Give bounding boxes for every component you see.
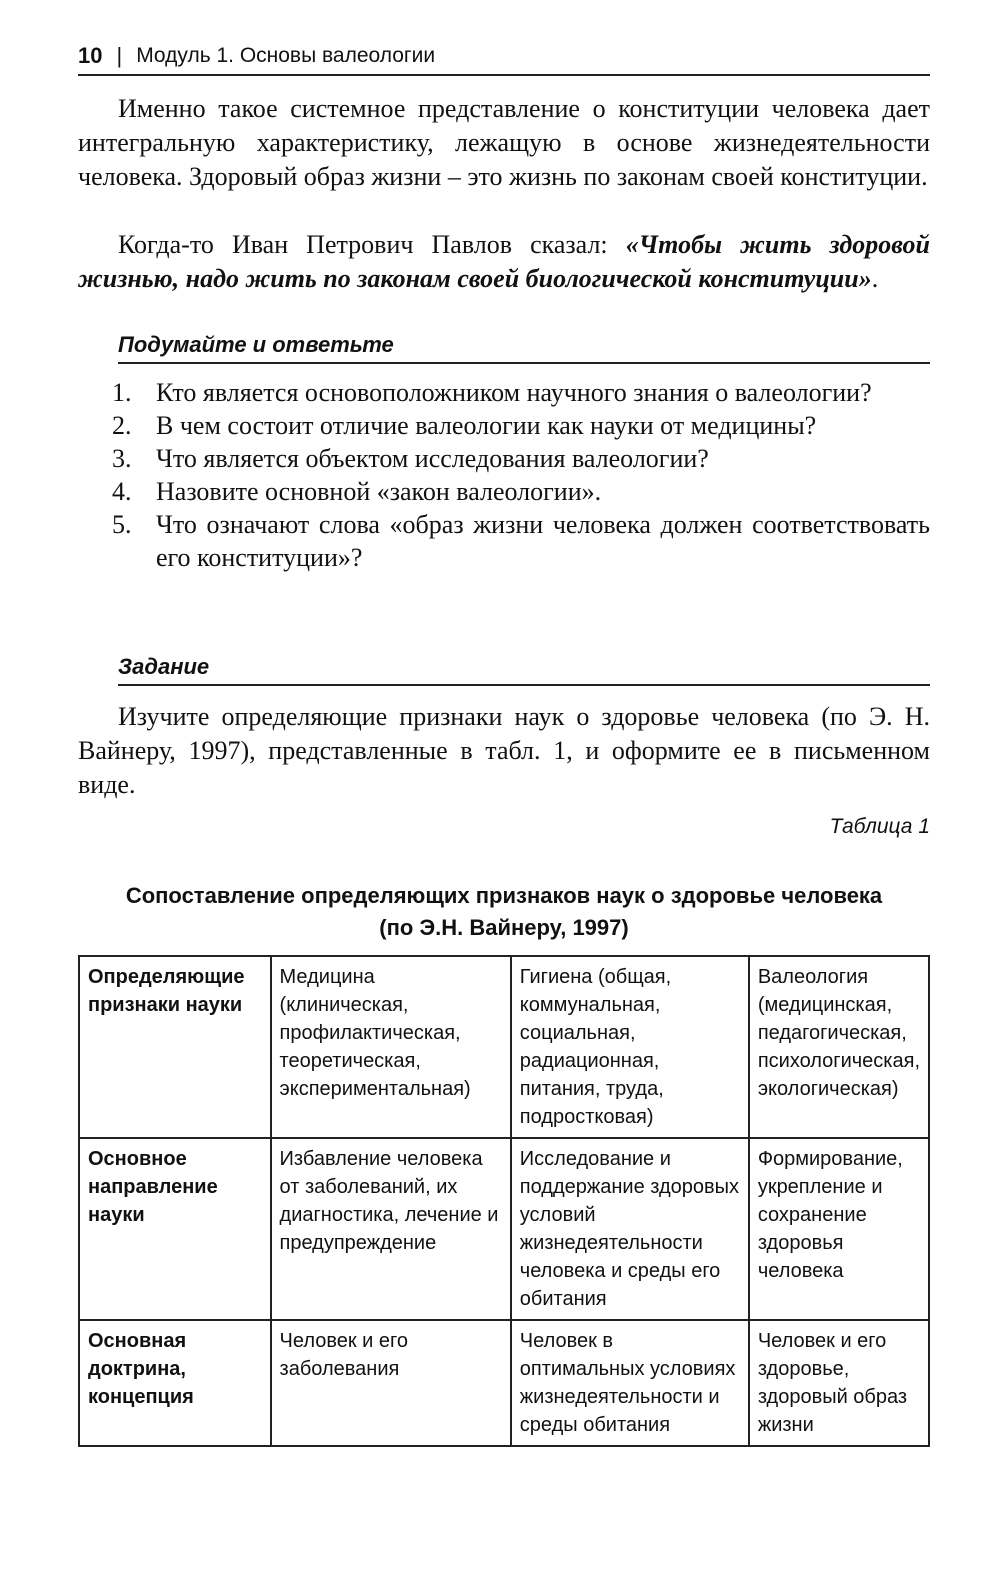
intro-quote-end: . [871, 264, 879, 293]
question-text: Что означают слова «образ жизни человека должен соответствовать его конституции»? [156, 510, 930, 572]
intro-paragraph-1-text: Именно такое системное представление о конституции человека дает интегральную характеристику, лежащую в основе жизнедеятельности человека. Здоровый образ жизни – это жизнь по законам своей конституции. [78, 94, 930, 191]
question-text: Что является объектом исследования валеологии? [156, 444, 709, 473]
task-paragraph [78, 700, 930, 802]
list-item [112, 376, 930, 409]
table-cell: Гигиена (общая, коммунальная, социальная, радиационная, питания, труда, подростковая) [511, 956, 749, 1138]
question-text: Назовите основной «закон валеологии». [156, 477, 602, 506]
table-cell: Человек и его здоровье, здоровый образ жизни [749, 1320, 929, 1446]
row-header: Определяющие признаки науки [79, 956, 271, 1138]
table-title [78, 880, 930, 944]
question-text: Кто является основоположником научного знания о валеологии? [156, 378, 872, 407]
table-row [79, 956, 929, 1138]
table-cell: Валеология (медицинская, педагогическая, психологическая, экологическая) [749, 956, 929, 1138]
task-text: Изучите определяющие признаки наук о здоровье человека (по Э. Н. Вайнеру, 1997), представленные в табл. 1, и оформите ее в письменном виде. [78, 702, 930, 799]
table-label: Таблица 1 [829, 815, 930, 838]
table-title-line-2: (по Э.Н. Вайнеру, 1997) [379, 915, 629, 940]
table-row [79, 1138, 929, 1320]
list-item [112, 409, 930, 442]
question-number: 5. [112, 510, 132, 539]
questions-list [112, 376, 930, 574]
table-cell: Человек в оптимальных условиях жизнедеятельности и среды обитания [511, 1320, 749, 1446]
page-number: 10 [78, 43, 103, 68]
intro-quote-lead: Когда-то Иван Петрович Павлов сказал: [118, 230, 626, 259]
question-number: 1. [112, 378, 132, 407]
running-header [78, 38, 930, 76]
task-heading: Задание [118, 652, 930, 686]
pavlov-quote: «Чтобы жить здоровой жизнью, надо жить по законам своей биологической конституции» [78, 230, 930, 293]
intro-paragraph-1 [78, 92, 930, 194]
comparison-table [78, 955, 930, 1447]
table-title-line-1: Сопоставление определяющих признаков наук о здоровье человека [125, 883, 883, 908]
question-text: В чем состоит отличие валеологии как науки от медицины? [156, 411, 817, 440]
table-cell: Формирование, укрепление и сохранение здоровья человека [749, 1138, 929, 1320]
question-number: 4. [112, 477, 132, 506]
question-number: 3. [112, 444, 132, 473]
row-header: Основная доктрина, концепция [79, 1320, 271, 1446]
table-cell: Человек и его заболевания [271, 1320, 511, 1446]
table-cell: Медицина (клиническая, профилактическая, теоретическая, экспериментальная) [271, 956, 511, 1138]
question-number: 2. [112, 411, 132, 440]
header-separator: | [116, 43, 123, 68]
questions-heading: Подумайте и ответьте [118, 330, 930, 364]
table-cell: Исследование и поддержание здоровых условий жизнедеятельности человека и среды его обитания [511, 1138, 749, 1320]
row-header: Основное направление науки [79, 1138, 271, 1320]
table-cell: Избавление человека от заболеваний, их диагностика, лечение и предупреждение [271, 1138, 511, 1320]
module-title: Модуль 1. Основы валеологии [136, 44, 436, 67]
table-row [79, 1320, 929, 1446]
intro-paragraph-2 [78, 228, 930, 296]
list-item [112, 508, 930, 574]
list-item [112, 442, 930, 475]
list-item [112, 475, 930, 508]
